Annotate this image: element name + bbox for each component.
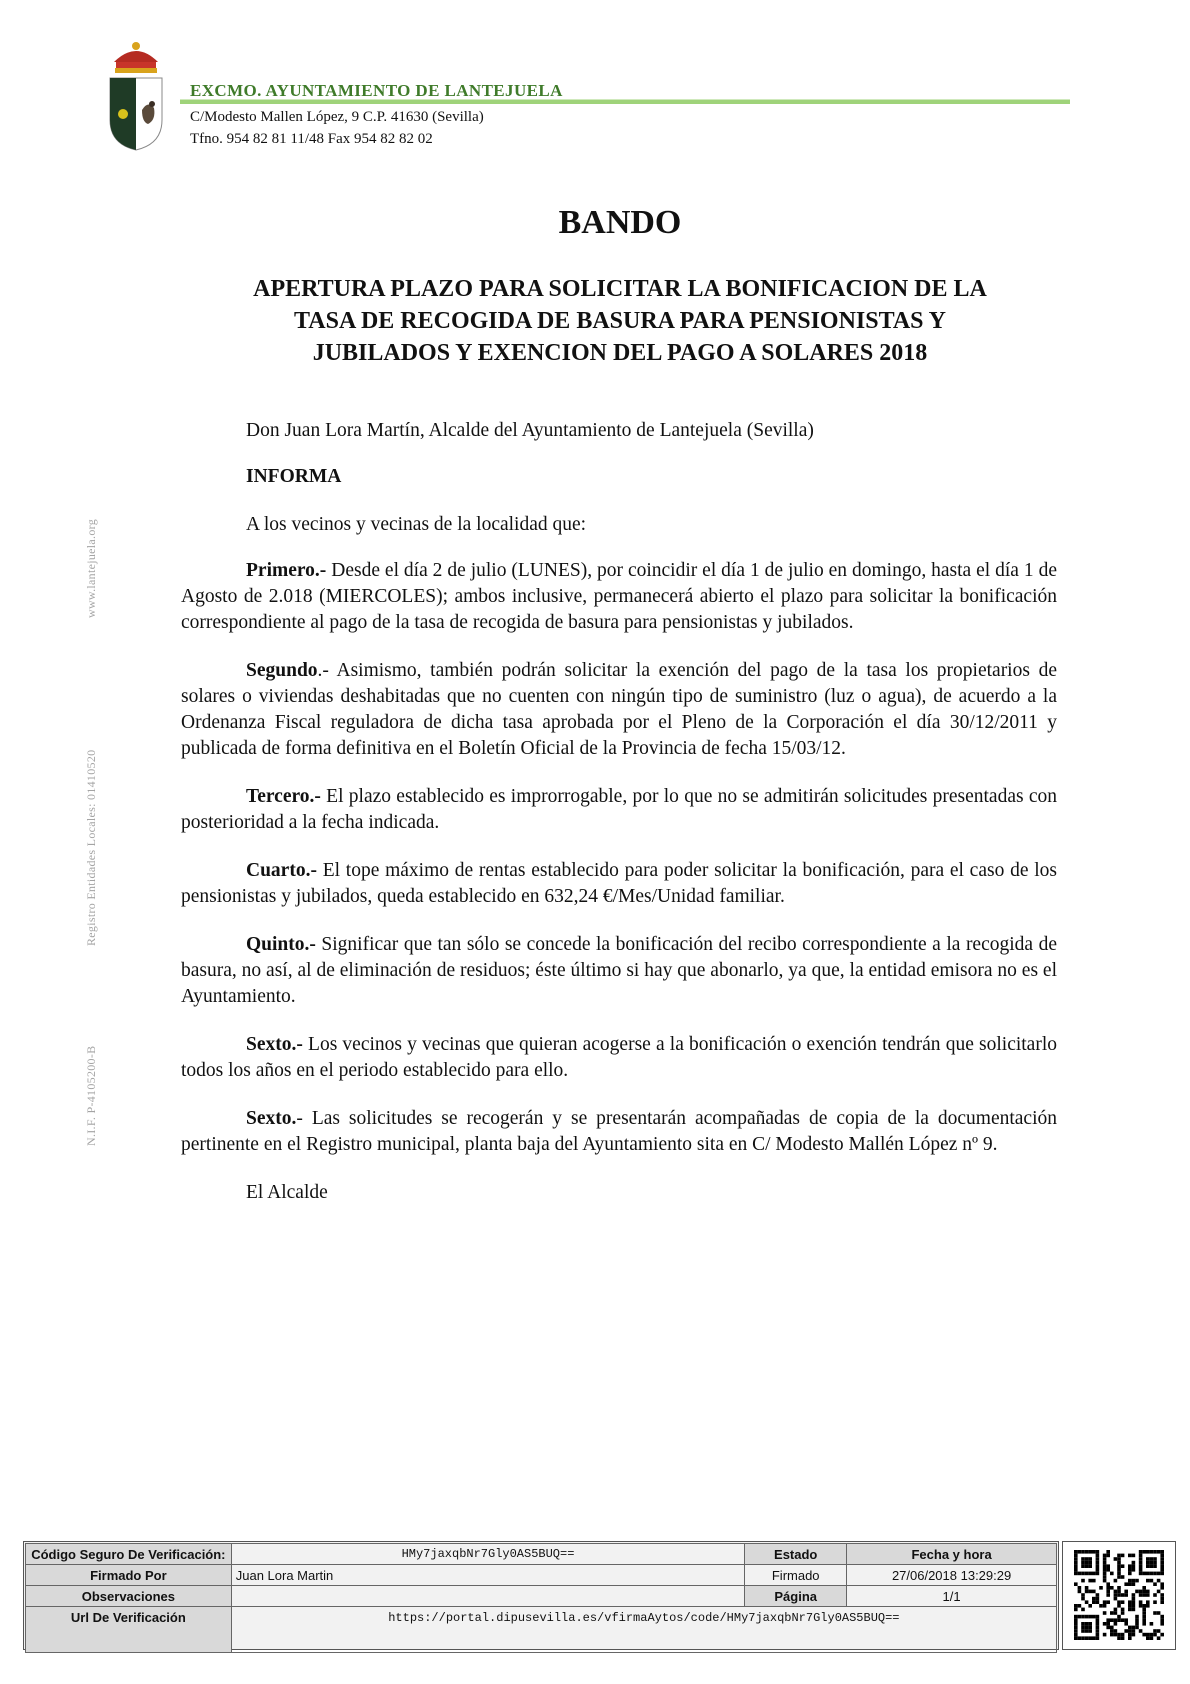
municipal-crest xyxy=(106,40,166,152)
paragraph-label: Sexto.- xyxy=(246,1034,303,1055)
subtitle-line: TASA DE RECOGIDA DE BASURA PARA PENSIONISTAS Y xyxy=(294,308,946,334)
paragraph-label: Primero.- xyxy=(246,560,327,581)
qr-code xyxy=(1062,1541,1176,1650)
side-registro: Registro Entidades Locales: 01410520 xyxy=(84,749,98,946)
side-website: www.lantejuela.org xyxy=(84,518,98,618)
paragraph-tercero xyxy=(181,784,1057,836)
verification-table xyxy=(25,1543,1057,1653)
informa-heading: INFORMA xyxy=(246,466,342,487)
verification-box xyxy=(23,1541,1059,1650)
paragraph-label: Segundo xyxy=(246,660,318,681)
paragraph-text: Los vecinos y vecinas que quieran acogerse a la bonificación o exención tendrán que solicitarlo todos los años en el periodo establecido para ello. xyxy=(181,1034,1057,1081)
intro-line: Don Juan Lora Martín, Alcalde del Ayuntamiento de Lantejuela (Sevilla) xyxy=(246,420,814,441)
closing-signature: El Alcalde xyxy=(246,1182,328,1203)
document-title: BANDO xyxy=(558,204,682,241)
estado-label: Estado xyxy=(745,1544,847,1565)
paragraph-cuarto xyxy=(181,858,1057,910)
firmado-value: Juan Lora Martin xyxy=(231,1565,745,1586)
firmado-label: Firmado Por xyxy=(26,1565,232,1586)
fecha-value: 27/06/2018 13:29:29 xyxy=(847,1565,1057,1586)
paragraph-primero xyxy=(181,558,1057,636)
paragraph-text: Desde el día 2 de julio (LUNES), por coincidir el día 1 de julio en domingo, hasta el día 1 de Agosto de 2.018 (MIERCOLES); ambos inclusive, permanecerá abierto el plazo para solicitar la bonificación correspondiente al pago de la tasa de recogida de basura para pensionistas y jubilados. xyxy=(181,560,1057,633)
pagina-label: Página xyxy=(745,1586,847,1607)
subtitle-line: APERTURA PLAZO PARA SOLICITAR LA BONIFICACION DE LA xyxy=(253,276,987,302)
url-value[interactable]: https://portal.dipusevilla.es/vfirmaAytos/code/HMy7jaxqbNr7Gly0AS5BUQ== xyxy=(231,1607,1056,1653)
qr-code-icon xyxy=(1063,1542,1175,1649)
pagina-value: 1/1 xyxy=(847,1586,1057,1607)
paragraph-text: .- Asimismo, también podrán solicitar la exención del pago de la tasa los propietarios de solares o viviendas deshabitadas que no cuenten con ningún tipo de suministro (luz o agua), de acuerdo a la Ordenanza Fiscal reguladora de dicha tasa aprobada por el Pleno de la Corporación el día 30/12/2011 y publicada de forma definitiva en el Boletín Oficial de la Provincia de fecha 15/03/12. xyxy=(181,660,1057,759)
org-address: C/Modesto Mallen López, 9 C.P. 41630 (Sevilla) xyxy=(190,109,484,125)
paragraph-text: El plazo establecido es improrrogable, por lo que no se admitirán solicitudes presentadas con posterioridad a la fecha indicada. xyxy=(181,786,1057,833)
csv-label: Código Seguro De Verificación: xyxy=(26,1544,232,1565)
paragraph-label: Cuarto.- xyxy=(246,860,317,881)
url-label: Url De Verificación xyxy=(26,1607,232,1653)
document-subtitle xyxy=(160,273,1080,369)
paragraph-sexto-2 xyxy=(181,1106,1057,1158)
document-body xyxy=(181,418,1057,1206)
obs-value xyxy=(231,1586,745,1607)
paragraph-label: Tercero.- xyxy=(246,786,321,807)
fecha-label: Fecha y hora xyxy=(847,1544,1057,1565)
org-name: EXCMO. AYUNTAMIENTO DE LANTEJUELA xyxy=(190,81,563,100)
paragraph-text: Significar que tan sólo se concede la bonificación del recibo correspondiente a la recogida de basura, no así, al de eliminación de residuos; éste último si hay que abonarlo, ya que, la entidad emisora no es el Ayuntamiento. xyxy=(181,934,1057,1007)
obs-label: Observaciones xyxy=(26,1586,232,1607)
paragraph-text: - Las solicitudes se recogerán y se presentarán acompañadas de copia de la documentación pertinente en el Registro municipal, planta baja del Ayuntamiento sita en C/ Modesto Mallén López nº 9. xyxy=(181,1108,1057,1155)
org-phones: Tfno. 954 82 81 11/48 Fax 954 82 82 02 xyxy=(190,131,433,147)
side-nif: N.I.F. P-4105200-B xyxy=(84,1045,98,1146)
paragraph-sexto xyxy=(181,1032,1057,1084)
paragraph-label: Sexto. xyxy=(246,1108,297,1129)
csv-value: HMy7jaxqbNr7Gly0AS5BUQ== xyxy=(231,1544,745,1565)
subtitle-line: JUBILADOS Y EXENCION DEL PAGO A SOLARES 2018 xyxy=(312,340,928,366)
estado-value: Firmado xyxy=(745,1565,847,1586)
paragraph-segundo xyxy=(181,658,1057,762)
lead-line: A los vecinos y vecinas de la localidad que: xyxy=(246,514,587,535)
paragraph-quinto xyxy=(181,932,1057,1010)
paragraph-text: El tope máximo de rentas establecido para poder solicitar la bonificación, para el caso de los pensionistas y jubilados, queda establecido en 632,24 €/Mes/Unidad familiar. xyxy=(181,860,1057,907)
paragraph-label: Quinto.- xyxy=(246,934,316,955)
